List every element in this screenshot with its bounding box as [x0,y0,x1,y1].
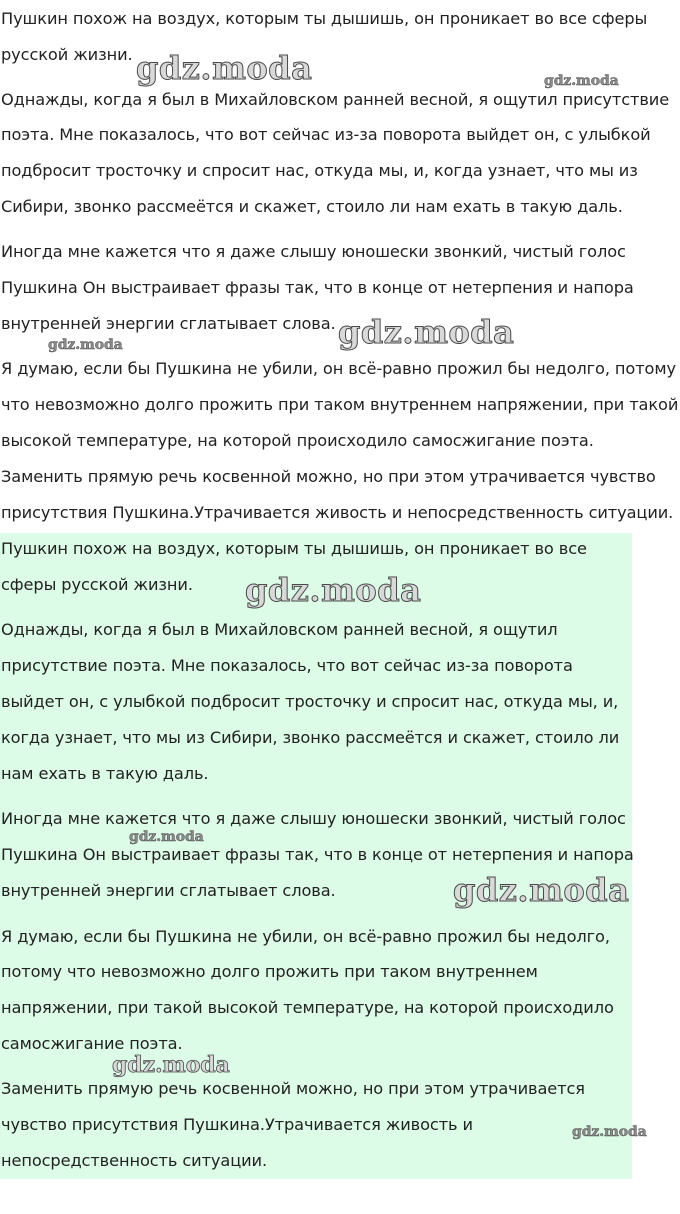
text-line: Заменить прямую речь косвенной можно, но при этом утрачивается чувство [1,467,656,486]
watermark: gdz.moda [338,313,515,351]
watermark: gdz.moda [453,871,630,909]
text-line: самосжигание поэта. [1,1034,183,1053]
text-line: присутствие поэта. Мне показалось, что вот сейчас из-за поворота [1,656,573,675]
text-line: выйдет он, с улыбкой подбросит тросточку и спросит нас, откуда мы, и, [1,692,619,711]
text-line: Сибири, звонко рассмеётся и скажет, стоило ли нам ехать в такую даль. [1,197,623,216]
text-line: Я думаю, если бы Пушкина не убили, он всё-равно прожил бы недолго, потому [1,359,676,378]
watermark: gdz.moda [572,1124,647,1140]
text-line: Пушкина Он выстраивает фразы так, что в конце от нетерпения и напора [1,845,634,864]
text-line: Пушкин похож на воздух, которым ты дышишь, он проникает во все [1,539,587,558]
watermark: gdz.moda [245,571,422,609]
text-line: присутствия Пушкина.Утрачивается живость и непосредственность ситуации. [1,503,674,522]
watermark: gdz.moda [129,829,204,845]
text-line: русской жизни. [1,45,133,64]
watermark: gdz.moda [112,1052,230,1078]
watermark: gdz.moda [48,337,123,353]
text-line: Пушкина Он выстраивает фразы так, что в конце от нетерпения и напора [1,278,634,297]
text-line: Однажды, когда я был в Михайловском ранней весной, я ощутил [1,620,558,639]
text-line: что невозможно долго прожить при таком внутреннем напряжении, при такой [1,395,679,414]
text-line: Иногда мне кажется что я даже слышу юношески звонкий, чистый голос [1,242,626,261]
text-line: потому что невозможно долго прожить при таком внутреннем [1,962,538,981]
text-line: нам ехать в такую даль. [1,764,209,783]
text-line: внутренней энергии сглатывает слова. [1,881,336,900]
text-line: подбросит тросточку и спросит нас, откуда мы, и, когда узнает, что мы из [1,161,638,180]
text-line: когда узнает, что мы из Сибири, звонко рассмеётся и скажет, стоило ли [1,728,620,747]
watermark: gdz.moda [544,73,619,89]
text-line: Пушкин похож на воздух, которым ты дышишь, он проникает во все сферы [1,9,648,28]
text-line: Я думаю, если бы Пушкина не убили, он всё-равно прожил бы недолго, [1,927,610,946]
text-line: чувство присутствия Пушкина.Утрачивается живость и [1,1115,473,1134]
text-line: поэта. Мне показалось, что вот сейчас из-за поворота выйдет он, с улыбкой [1,125,651,144]
text-line: Заменить прямую речь косвенной можно, но при этом утрачивается [1,1079,585,1098]
text-line: Однажды, когда я был в Михайловском ранней весной, я ощутил присутствие [1,90,670,109]
text-line: непосредственность ситуации. [1,1151,268,1170]
text-line: высокой температуре, на которой происходило самосжигание поэта. [1,431,594,450]
text-line: сферы русской жизни. [1,575,193,594]
text-line: Иногда мне кажется что я даже слышу юношески звонкий, чистый голос [1,809,626,828]
text-line: напряжении, при такой высокой температуре, на которой происходило [1,998,614,1017]
watermark: gdz.moda [136,49,313,87]
text-line: внутренней энергии сглатывает слова. [1,314,336,333]
